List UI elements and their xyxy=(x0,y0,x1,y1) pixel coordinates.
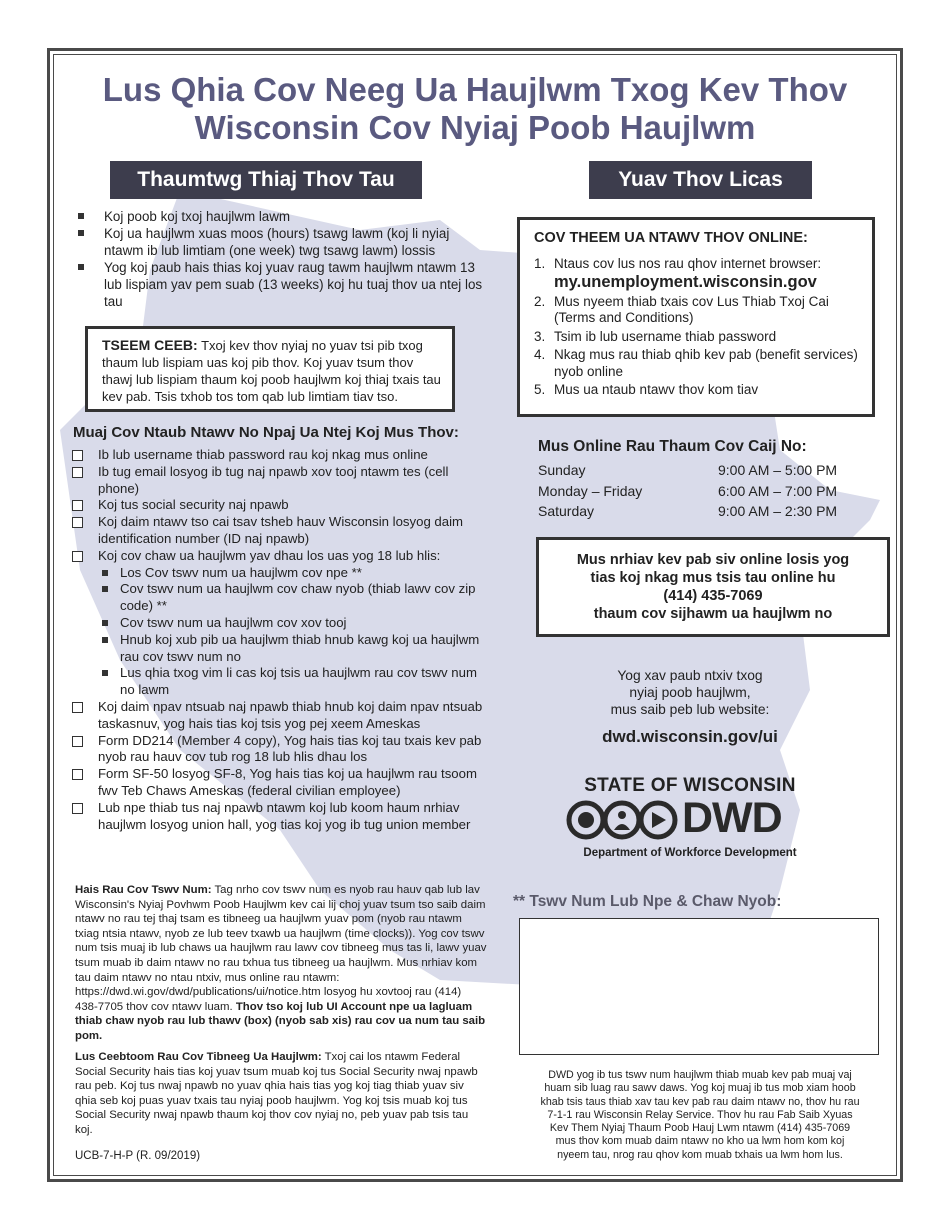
eligibility-item: Yog koj paub hais thias koj yuav raug tawm haujlwm ntawm 13 lub lispiam yav pem suab (13 weeks) koj hu tuaj thov ua ntej los tau xyxy=(76,259,486,310)
form-code: UCB-7-H-P (R. 09/2019) xyxy=(75,1150,201,1162)
social-security-label: Lus Ceebtoom Rau Cov Tibneeg Ua Haujlwm: xyxy=(75,1051,322,1063)
more-info-text: Yog xav paub ntxiv txog nyiaj poob haujlwm, mus saib peb lub website: xyxy=(610,668,770,717)
checkbox-icon xyxy=(72,517,83,528)
online-steps-heading: COV THEEM UA NTAWV THOV ONLINE: xyxy=(534,230,808,246)
checklist-item: Form SF-50 losyog SF-8, Yog hais tias koj ua haujlwm rau tsoom fwv Teb Chaws Ameskas (federal civilian employee) xyxy=(72,766,492,800)
dwd-website-link[interactable]: dwd.wisconsin.gov/ui xyxy=(602,727,778,746)
employer-info-item: Hnub koj xub pib ua haujlwm thiab hnub kawg koj ua haujlwm rau cov tswv num no xyxy=(72,632,492,666)
eligibility-item: Koj ua haujlwm xuas moos (hours) tsawg lawm (koj li nyiaj ntawm ib lub limtiam (one week) twg tsawg lawm) lossis xyxy=(76,225,486,259)
checkbox-icon xyxy=(72,551,83,562)
online-hours-table xyxy=(538,462,848,524)
checkbox-icon xyxy=(72,467,83,478)
employer-info-item: Los Cov tswv num ua haujlwm cov npe ** xyxy=(72,565,492,582)
checkbox-icon xyxy=(72,736,83,747)
department-name: Department of Workforce Development xyxy=(583,847,797,859)
dwd-logo-mark: DWD xyxy=(682,794,782,842)
checklist-item: Ib tug email losyog ib tug naj npawb xov tooj ntawm tes (cell phone) xyxy=(72,464,492,498)
employer-notice-bold-text: Thov tso koj lub UI Account npe ua lagluam thiab chaw nyob rau lub thawv (box) (nyob sab xis) rau cov ua num tau saib pom. xyxy=(75,1000,486,1042)
bullet-icon xyxy=(102,620,108,626)
checkbox-icon xyxy=(72,702,83,713)
employer-notice-text: Tag nrho cov tswv num es nyob rau hauv qab lub lav Wisconsin's Nyiaj Povhwm Poob Haujlwm kev cai lij choj yuav tsum tso saib daim ntawv no rau tej thaj tsam es tibneeg ua haujlwm yuav pom (nyob rau ntawm txiag ntsia ntawv, nyob ze lub teev txawb ua haujlwm (time clocks)). Yog cov tswv num tsis muaj ib lub chaws ua haujlwm rau lawv cov tibneeg mus tas li, lawv yuav tsum muab ib daim ntawv no rau txhua tus tibneeg ua haujlwm. Mus nrhiav kom tau daim ntawv no ntau ntxiv, mus online rau ntawm: https://dwd.wi.gov/dwd/publications/ui/notice.htm losyog hu xovtooj rau (414) 438-7705 thov cov ntawv luam. xyxy=(75,884,487,1013)
checklist-item: Lub npe thiab tus naj npawb ntawm koj lub koom haum nrhiav haujlwm losyog union hall, yog tias koj yog ib tug union member xyxy=(72,800,492,834)
checklist-heading: Muaj Cov Ntaub Ntawv No Npaj Ua Ntej Koj Mus Thov: xyxy=(73,424,459,441)
checklist-item: Form DD214 (Member 4 copy), Yog hais tias koj tau txais kev pab nyob rau hauv cov tub rog 18 lub hlis dhau los xyxy=(72,733,492,767)
bullet-icon xyxy=(78,230,84,236)
when-to-file-header: Thaumtwg Thiaj Thov Tau xyxy=(110,161,422,199)
hours-row: Sunday 9:00 AM – 5:00 PM xyxy=(538,462,838,478)
document-checklist xyxy=(72,447,492,833)
eligibility-item: Koj poob koj txoj haujlwm lawm xyxy=(76,208,486,225)
checklist-item: Koj daim ntawv tso cai tsav tsheb hauv Wisconsin losyog daim identification number (ID naj npawb) xyxy=(72,514,492,548)
employer-info-item: Lus qhia txog vim li cas koj tsis ua haujlwm rau cov tswv num no lawm xyxy=(72,665,492,699)
dwd-logo-circles-icon xyxy=(566,798,684,842)
bullet-icon xyxy=(102,586,108,592)
online-step: 2. Mus nyeem thiab txais cov Lus Thiab Txoj Cai (Terms and Conditions) xyxy=(534,293,829,325)
claim-website-url[interactable]: my.unemployment.wisconsin.gov xyxy=(554,272,817,291)
checklist-item: Koj cov chaw ua haujlwm yav dhau los uas yog 18 lub hlis: xyxy=(72,548,492,565)
employer-notice-paragraph xyxy=(75,883,487,1044)
state-of-wisconsin-logo-text: STATE OF WISCONSIN xyxy=(584,775,796,796)
checkbox-icon xyxy=(72,769,83,780)
help-phone-box: Mus nrhiav kev pab siv online losis yog tias koj nkag mus tsis tau online hu (414) 435-7069 thaum cov sijhawm ua haujlwm no xyxy=(536,537,890,637)
dwd-logo xyxy=(566,794,791,842)
checkbox-icon xyxy=(72,500,83,511)
important-note-text: Txoj kev thov nyiaj no yuav tsi pib txog thaum lub lispiam uas koj pib thov. Koj yuav tsum thov thawj lub lispiam thaum koj poob haujlwm koj thiaj txais tau kev pab. Tsis txhob tos tom qab lub limtiam tiav tso. xyxy=(102,338,441,404)
important-note-box xyxy=(85,326,455,412)
online-step: 5. Mus ua ntaub ntawv thov kom tiav xyxy=(534,382,759,397)
online-hours-heading: Mus Online Rau Thaum Cov Caij No: xyxy=(538,438,807,455)
document-title-line-1: Lus Qhia Cov Neeg Ua Haujlwm Txog Kev Thov xyxy=(102,71,848,108)
hours-row: Saturday 9:00 AM – 2:30 PM xyxy=(538,503,838,519)
bullet-icon xyxy=(102,670,108,676)
bullet-icon xyxy=(102,637,108,643)
employer-address-box xyxy=(519,918,879,1055)
online-steps-box xyxy=(517,217,875,417)
bullet-icon xyxy=(78,264,84,270)
online-step: 1. Ntaus cov lus nos rau qhov internet browser: my.unemployment.wisconsin.gov xyxy=(534,256,822,291)
bullet-icon xyxy=(78,213,84,219)
social-security-paragraph xyxy=(75,1050,487,1138)
help-phone-number: (414) 435-7069 xyxy=(663,588,763,604)
checklist-item: Ib lub username thiab password rau koj nkag mus online xyxy=(72,447,492,464)
document-title-line-2: Wisconsin Cov Nyiaj Poob Haujlwm xyxy=(194,109,756,146)
hours-row: Monday – Friday 6:00 AM – 7:00 PM xyxy=(538,482,838,499)
important-note-label: TSEEM CEEB: xyxy=(102,337,198,353)
online-step: 4. Nkag mus rau thiab qhib kev pab (benefit services) nyob online xyxy=(534,347,858,379)
employer-info-item: Cov tswv num ua haujlwm cov xov tooj xyxy=(72,615,492,632)
how-to-file-header: Yuav Thov Licas xyxy=(589,161,812,199)
social-security-text: Txoj cai los ntawm Federal Social Security hais tias koj yuav tsum muab koj tus Social Security nwaj npawb rau peb. Koj tus nwaj npawb no yuav qhia hais tias yog koj tiag thiab yuav siv qhia seb koj puas yuav txais tau nyiaj poob haujlwm. Yog koj tsis muab koj tus Social Security nwaj npawb thaum koj thov cov nyiaj no, peb yuav pab tsis tau koj. xyxy=(75,1051,478,1136)
checklist-item: Koj daim npav ntsuab naj npawb thiab hnub koj daim npav ntsuab taskasnuv, yog hais tias koj tsis yog pej xeem Ameskas xyxy=(72,699,492,733)
checkbox-icon xyxy=(72,803,83,814)
checkbox-icon xyxy=(72,450,83,461)
online-step: 3. Tsim ib lub username thiab password xyxy=(534,328,777,344)
eligibility-list xyxy=(76,208,486,310)
employer-address-heading: ** Tswv Num Lub Npe & Chaw Nyob: xyxy=(513,893,782,910)
accessibility-notice: DWD yog ib tus tswv num haujlwm thiab muab kev pab muaj vaj huam sib luag rau sawv daws. Yog koj muaj ib tus mob xiam hoob khab tsis taus thiab xav tau kev pab rau daim ntawv no, thov hu rau 7-1-1 rau Wisconsin Relay Service. Thov hu rau Fab Saib Xyuas Kev Them Nyiaj Thaum Poob Hauj Lwm ntawm (414) 435-7069 mus thov kom muab daim ntawv no kho ua lwm hom kom koj nyeem tau, nrog rau qhov kom muab txhais ua lwm hom lus. xyxy=(540,1069,860,1161)
bullet-icon xyxy=(102,570,108,576)
employer-notice-label: Hais Rau Cov Tswv Num: xyxy=(75,884,212,896)
checklist-item: Koj tus social security naj npawb xyxy=(72,497,492,514)
employer-info-item: Cov tswv num ua haujlwm cov chaw nyob (thiab lawv cov zip code) ** xyxy=(72,581,492,615)
